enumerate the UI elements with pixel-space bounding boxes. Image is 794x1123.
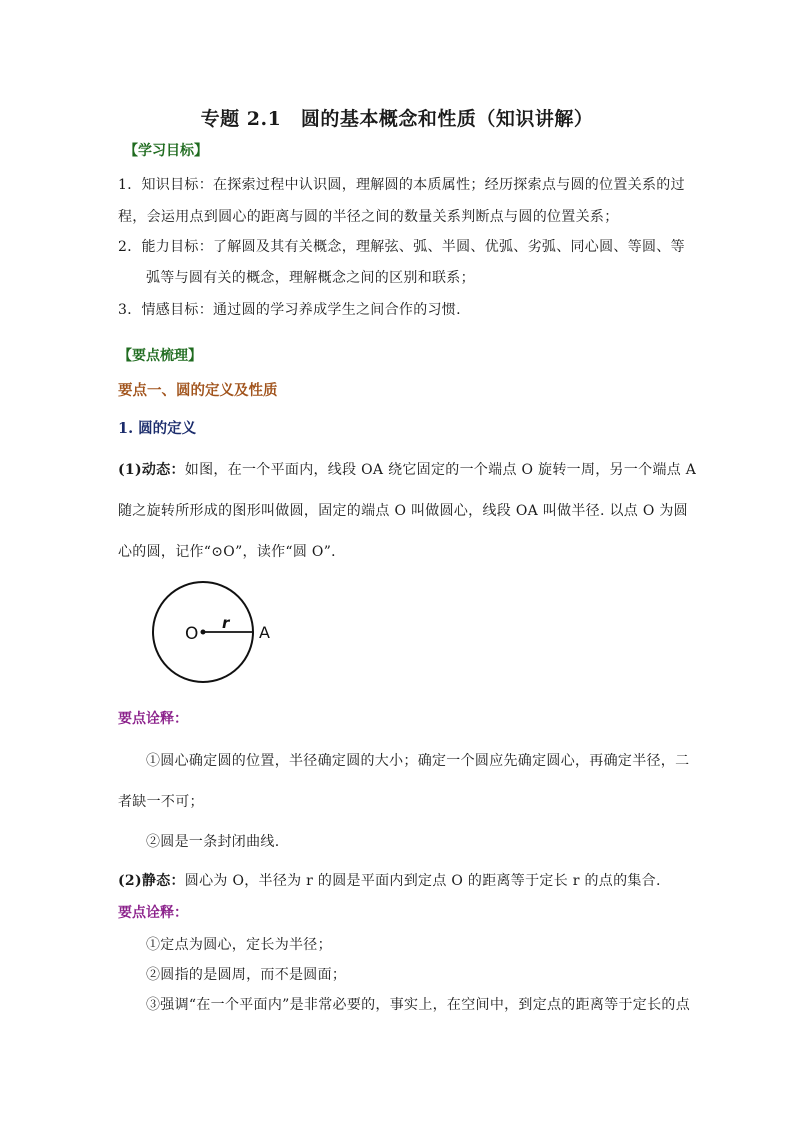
note-1-heading: 要点诠释： — [118, 711, 188, 727]
key-points-tag: 【要点梳理】 — [118, 348, 202, 364]
static-label: (2)静态： — [118, 873, 185, 889]
note-2-heading: 要点诠释： — [118, 905, 188, 921]
goal-1-line-1: 1．知识目标：在探索过程中认识圆，理解圆的本质属性；经历探索点与圆的位置关系的过 — [118, 177, 685, 193]
subsection-1-heading: 1. 圆的定义 — [118, 420, 197, 437]
note-2-item-1: ①定点为圆心，定长为半径； — [146, 937, 332, 953]
goal-2-line-2: 弧等与圆有关的概念，理解概念之间的区别和联系； — [146, 270, 475, 286]
dynamic-definition-line-1 — [118, 459, 696, 479]
learning-goals-tag: 【学习目标】 — [124, 143, 208, 159]
dynamic-text-1: 如图，在一个平面内，线段 OA 绕它固定的一个端点 O 旋转一周，另一个端点 A — [184, 462, 697, 478]
page-title: 专题 2.1 圆的基本概念和性质（知识讲解） — [200, 108, 594, 130]
dynamic-definition-line-3: 心的圆，记作“⊙O”，读作“圆 O”． — [118, 544, 346, 560]
center-dot — [201, 630, 206, 635]
note-2-item-2: ②圆指的是圆周，而不是圆面； — [146, 967, 347, 983]
static-text: 圆心为 O，半径为 r 的圆是平面内到定点 O 的距离等于定长 r 的点的集合. — [184, 873, 661, 889]
dynamic-definition-line-2: 随之旋转所形成的图形叫做圆，固定的端点 O 叫做圆心，线段 OA 叫做半径. 以点 O 为圆 — [118, 503, 688, 519]
radius-label: r — [222, 614, 230, 632]
dynamic-label: (1)动态： — [118, 462, 185, 478]
center-label: O — [185, 624, 199, 644]
note-1-item-1-line-1: ①圆心确定圆的位置，半径确定圆的大小；确定一个圆应先确定圆心，再确定半径，二 — [146, 753, 690, 769]
goal-1-line-2: 程，会运用点到圆心的距离与圆的半径之间的数量关系判断点与圆的位置关系； — [118, 209, 619, 225]
note-2-item-3: ③强调“在一个平面内”是非常必要的，事实上，在空间中，到定点的距离等于定长的点 — [146, 997, 691, 1013]
section-1-heading: 要点一、圆的定义及性质 — [118, 382, 278, 399]
circle-figure — [148, 578, 288, 690]
note-1-item-1-line-2: 者缺一不可； — [118, 794, 204, 810]
goal-2-line-1: 2．能力目标：了解圆及其有关概念，理解弦、弧、半圆、优弧、劣弧、同心圆、等圆、等 — [118, 239, 685, 255]
note-1-item-2: ②圆是一条封闭曲线. — [146, 834, 280, 850]
goal-3: 3．情感目标：通过圆的学习养成学生之间合作的习惯. — [118, 302, 461, 318]
static-definition — [118, 870, 661, 890]
point-a-label: A — [259, 623, 270, 642]
